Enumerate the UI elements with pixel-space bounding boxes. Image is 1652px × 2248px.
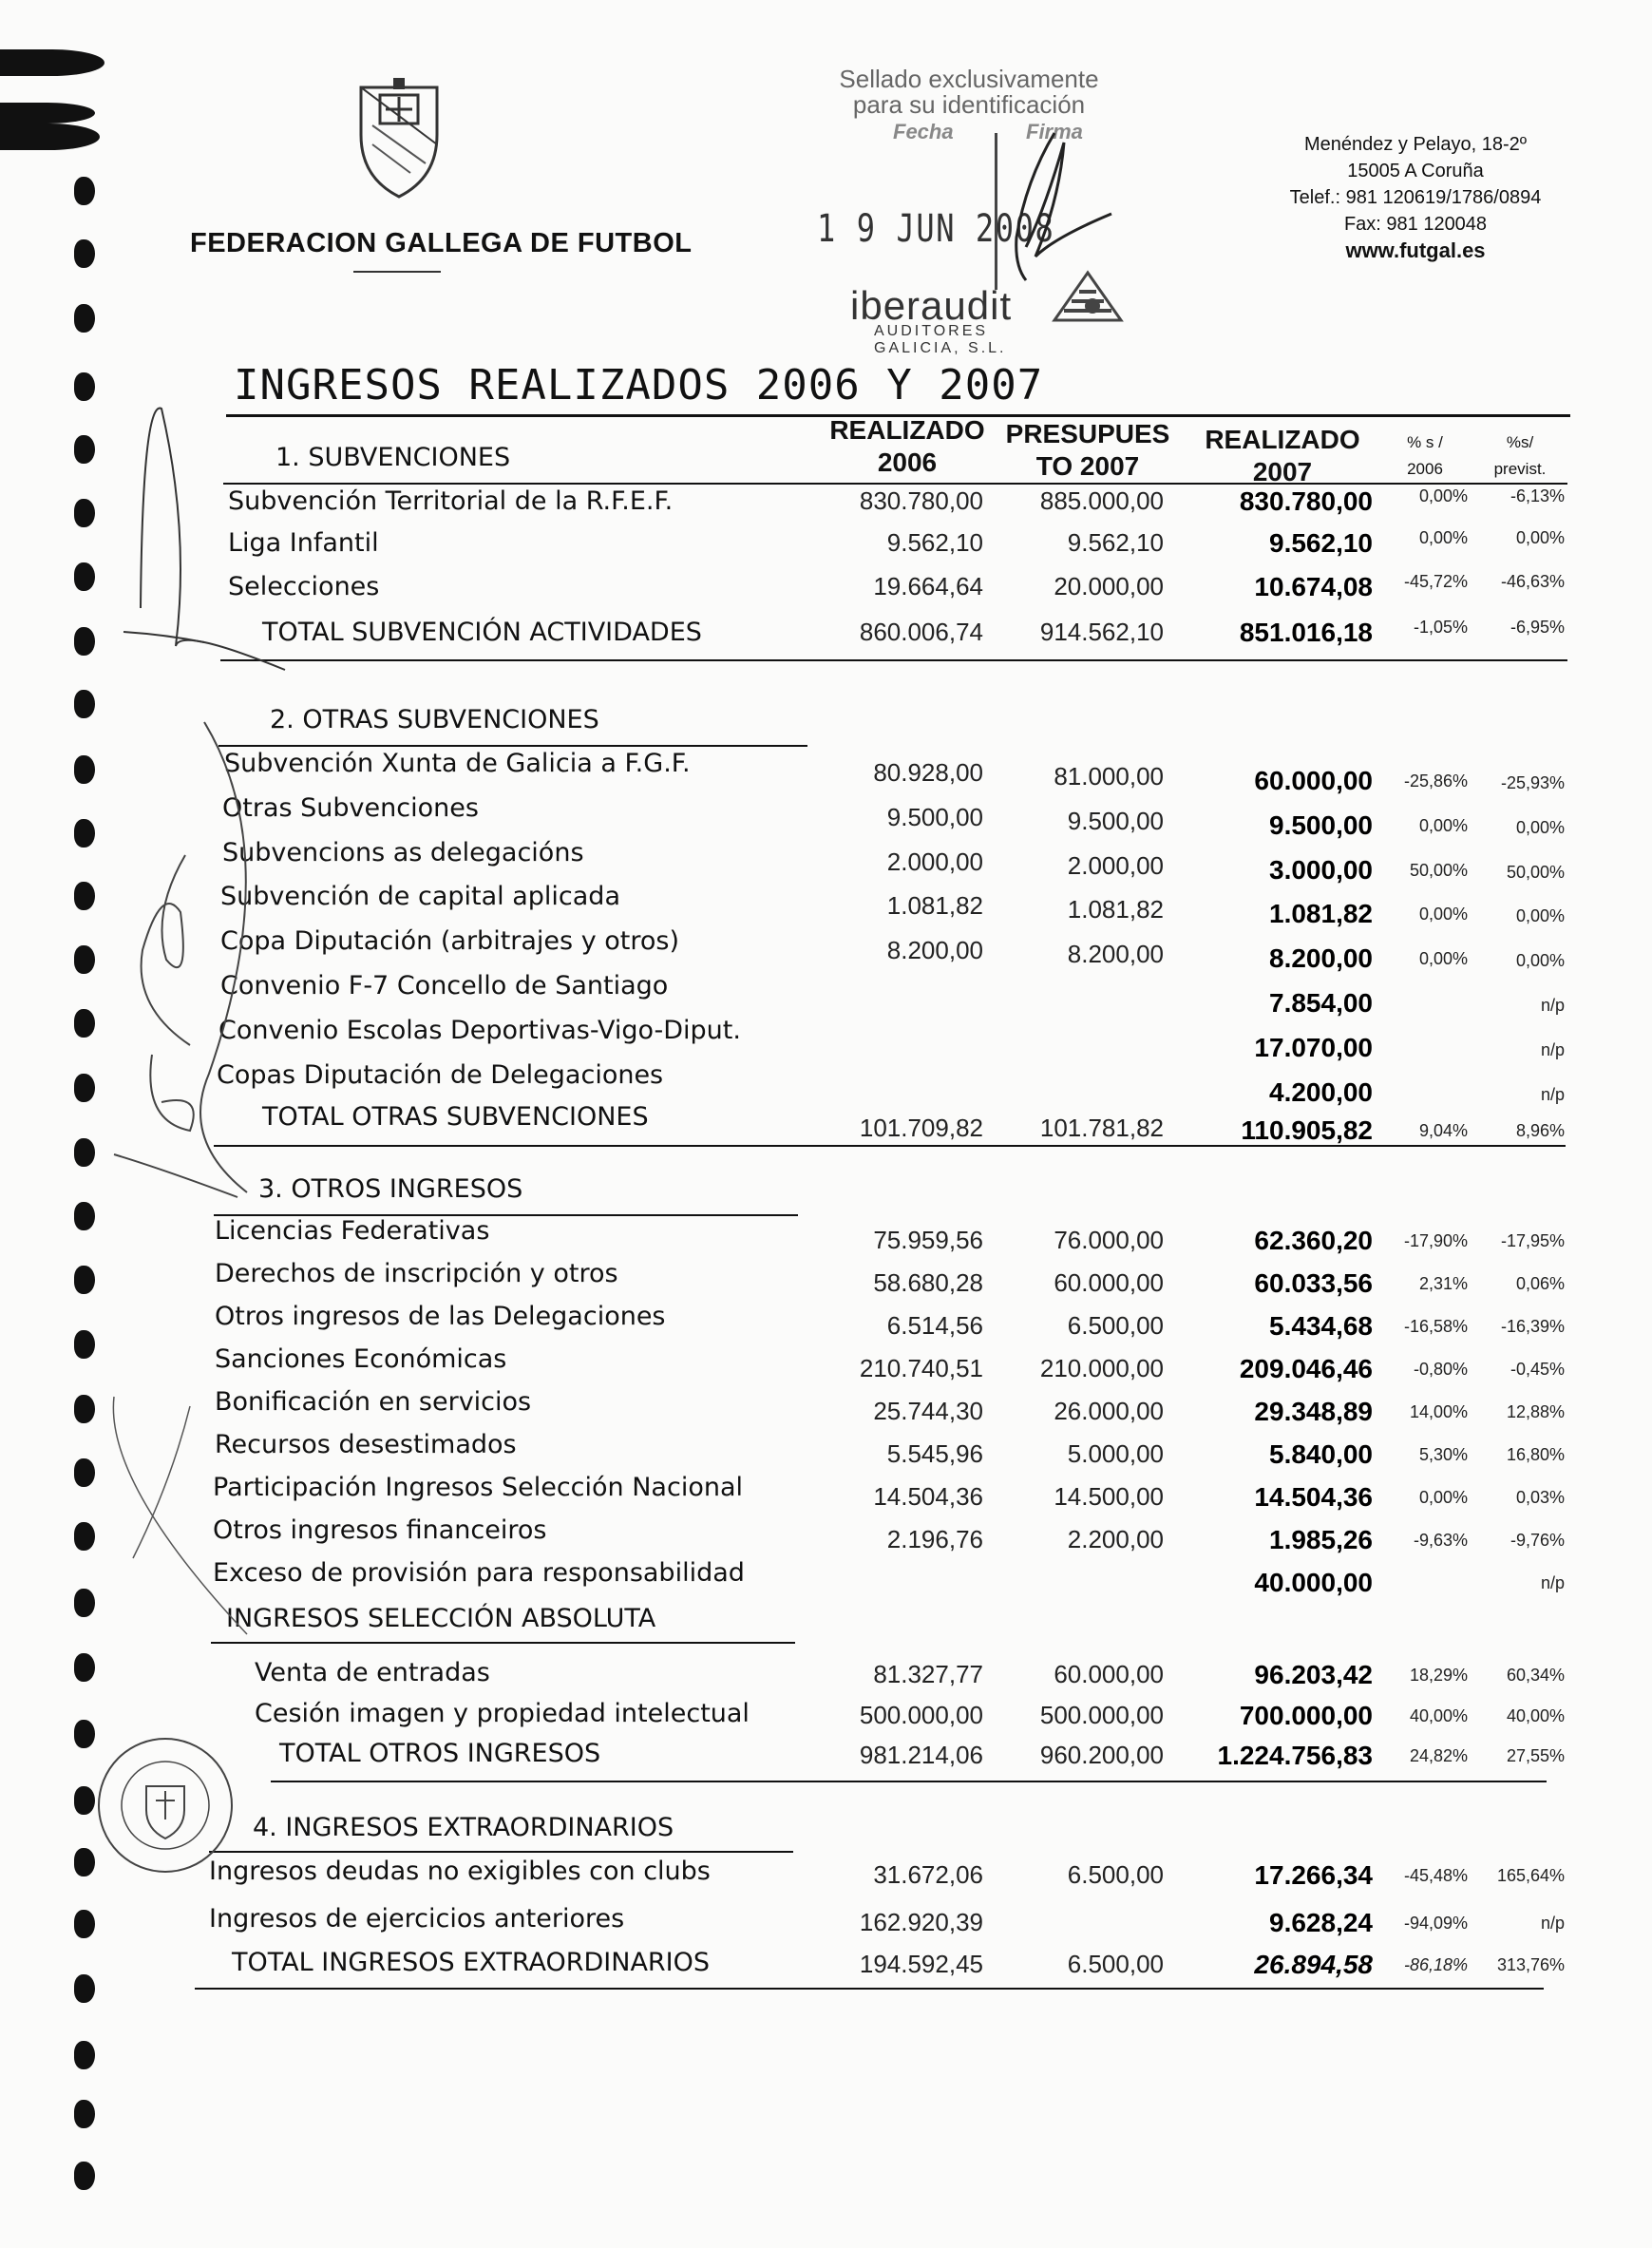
auditor-subtitle (874, 323, 1006, 357)
pct-previst: -0,45% (1510, 1360, 1565, 1379)
pct-previst: 12,88% (1506, 1402, 1565, 1421)
row-label: Bonificación en servicios (215, 1387, 532, 1417)
realizado-2006: 210.740,51 (859, 1354, 983, 1382)
table-row (0, 1430, 1652, 1472)
realizado-2007: 17.070,00 (1254, 1033, 1373, 1062)
realizado-2007: 9.500,00 (1269, 810, 1373, 840)
pct-previst: 40,00% (1506, 1706, 1565, 1725)
pct-previst: 0,00% (1515, 951, 1565, 970)
section-2-title: 2. OTRAS SUBVENCIONES (270, 705, 599, 734)
presupuesto-2007: 60.000,00 (1054, 1660, 1164, 1688)
presupuesto-2007: 6.500,00 (1067, 1860, 1164, 1889)
col-header-pct-previst (1472, 429, 1567, 483)
total-label: TOTAL OTRAS SUBVENCIONES (262, 1102, 649, 1132)
auditor-name: iberaudit (850, 283, 1013, 328)
contact-city: 15005 A Coruña (1347, 161, 1484, 181)
presupuesto-2007: 914.562,10 (1039, 618, 1164, 646)
pct-previst: -16,39% (1500, 1317, 1565, 1336)
presupuesto-2007: 2.000,00 (1067, 851, 1164, 880)
pct-2006: 0,00% (1418, 816, 1468, 835)
realizado-2007: 110.905,82 (1241, 1115, 1373, 1145)
presupuesto-2007: 960.200,00 (1039, 1741, 1164, 1769)
table-row (0, 838, 1652, 885)
col1-line1: REALIZADO (829, 415, 985, 445)
total-row (0, 618, 1652, 659)
table-row (0, 926, 1652, 973)
row-label: Ingresos de ejercicios anteriores (209, 1904, 625, 1934)
col-header-realizado-2007 (1187, 424, 1377, 488)
realizado-2006: 58.680,28 (873, 1268, 983, 1297)
auditor-sub-2: GALICIA, S.L. (874, 340, 1007, 356)
pct-previst: -25,93% (1500, 773, 1565, 792)
realizado-2007: 1.224.756,83 (1217, 1741, 1373, 1770)
pct-previst: 60,34% (1506, 1666, 1565, 1685)
realizado-2007: 4.200,00 (1269, 1077, 1373, 1107)
pct-previst: 50,00% (1506, 863, 1565, 882)
stamp-fecha-label: Fecha (893, 120, 954, 143)
realizado-2006: 75.959,56 (873, 1226, 983, 1254)
section-4-total-rule (195, 1988, 1544, 1990)
section-3-total-rule (271, 1781, 1547, 1782)
pct-2006: 5,30% (1418, 1445, 1468, 1464)
pct-previst: 0,03% (1515, 1488, 1565, 1507)
pct-previst: n/p (1540, 1573, 1565, 1592)
realizado-2007: 830.780,00 (1239, 486, 1373, 516)
contact-address: Menéndez y Pelayo, 18-2º (1303, 134, 1528, 155)
row-label: Exceso de provisión para responsabilidad (213, 1558, 745, 1588)
pct-previst: 0,06% (1515, 1274, 1565, 1293)
pct-2006: 0,00% (1418, 1488, 1468, 1507)
table-row (0, 793, 1652, 840)
row-label: Venta de entradas (255, 1658, 490, 1687)
row-label: Copa Diputación (arbitrajes y otros) (220, 926, 679, 956)
presupuesto-2007: 5.000,00 (1067, 1439, 1164, 1468)
pct-previst: n/p (1540, 1914, 1565, 1933)
federation-name: FEDERACION GALLEGA DE FUTBOL (190, 228, 693, 258)
table-row (0, 1904, 1652, 1946)
total-row (0, 1948, 1652, 1990)
table-row (0, 1344, 1652, 1386)
pct-2006: -1,05% (1413, 618, 1468, 637)
realizado-2007: 10.674,08 (1254, 572, 1373, 601)
pct-2006: -25,86% (1403, 772, 1468, 791)
federation-underline (353, 271, 441, 273)
table-row (0, 1016, 1652, 1062)
pct-previst: -46,63% (1500, 572, 1565, 591)
pct-2006: -86,18% (1403, 1955, 1468, 1974)
section-1-rule (223, 483, 1567, 485)
pct-previst: n/p (1540, 1040, 1565, 1059)
stamp-firma-label: Firma (1026, 120, 1083, 143)
realizado-2007: 9.628,24 (1269, 1908, 1373, 1937)
auditor-sub-1: AUDITORES (874, 323, 989, 339)
stamp-line-1: Sellado exclusivamente (839, 65, 1099, 93)
total-label: TOTAL SUBVENCIÓN ACTIVIDADES (262, 618, 702, 647)
presupuesto-2007: 885.000,00 (1039, 486, 1164, 515)
row-label: Selecciones (228, 572, 380, 601)
presupuesto-2007: 81.000,00 (1054, 762, 1164, 791)
realizado-2007: 7.854,00 (1269, 988, 1373, 1018)
realizado-2006: 860.006,74 (859, 618, 983, 646)
pct-2006: -16,58% (1403, 1317, 1468, 1336)
table-row (0, 1302, 1652, 1343)
pct-2006: -94,09% (1403, 1914, 1468, 1933)
pct-previst: 0,00% (1515, 906, 1565, 925)
subsection-title: INGRESOS SELECCIÓN ABSOLUTA (226, 1604, 656, 1633)
pct-previst: 165,64% (1496, 1866, 1565, 1885)
row-label: Otros ingresos financeiros (213, 1515, 547, 1545)
col-header-pct-2006 (1377, 429, 1472, 483)
stamp-line-2: para su identificación (852, 90, 1086, 119)
pct-2006: -45,72% (1403, 572, 1468, 591)
table-row (0, 1658, 1652, 1700)
realizado-2006: 19.664,64 (873, 572, 983, 600)
auditor-logo-icon (1045, 268, 1130, 325)
presupuesto-2007: 8.200,00 (1067, 940, 1164, 968)
presupuesto-2007: 6.500,00 (1067, 1950, 1164, 1978)
row-label: Subvención Xunta de Galicia a F.G.F. (224, 749, 691, 778)
col1-line2: 2006 (877, 448, 938, 477)
federation-crest-icon (353, 68, 445, 201)
realizado-2006: 981.214,06 (859, 1741, 983, 1769)
pct-previst: -6,95% (1510, 618, 1565, 637)
pct-2006: 2,31% (1418, 1274, 1468, 1293)
realizado-2007: 209.046,46 (1239, 1354, 1373, 1383)
realizado-2007: 17.266,34 (1254, 1860, 1373, 1890)
realizado-2006: 101.709,82 (859, 1114, 983, 1142)
realizado-2007: 62.360,20 (1254, 1226, 1373, 1255)
realizado-2007: 5.434,68 (1269, 1311, 1373, 1341)
pct-previst: 27,55% (1506, 1746, 1565, 1765)
pct-previst: 313,76% (1496, 1955, 1565, 1974)
realizado-2007: 14.504,36 (1254, 1482, 1373, 1512)
pct-2006: 18,29% (1409, 1666, 1468, 1685)
total-label: TOTAL INGRESOS EXTRAORDINARIOS (232, 1948, 711, 1977)
total-row (0, 1102, 1652, 1144)
presupuesto-2007: 500.000,00 (1039, 1701, 1164, 1729)
pct-previst: 0,00% (1515, 528, 1565, 547)
realizado-2007: 9.562,10 (1269, 528, 1373, 558)
presupuesto-2007: 101.781,82 (1039, 1114, 1164, 1142)
total-label: TOTAL OTROS INGRESOS (279, 1739, 601, 1768)
realizado-2006: 194.592,45 (859, 1950, 983, 1978)
contact-phone: Telef.: 981 120619/1786/0894 (1289, 187, 1542, 208)
section-2-total-rule (214, 1145, 1566, 1147)
section-4-rule (209, 1851, 793, 1853)
pct-2006: 14,00% (1409, 1402, 1468, 1421)
presupuesto-2007: 76.000,00 (1054, 1226, 1164, 1254)
realizado-2007: 5.840,00 (1269, 1439, 1373, 1469)
realizado-2007: 3.000,00 (1269, 855, 1373, 885)
realizado-2007: 851.016,18 (1239, 618, 1373, 647)
table-row (0, 1387, 1652, 1429)
section-2-rule (218, 745, 807, 747)
col2-line2: TO 2007 (1035, 451, 1140, 481)
presupuesto-2007: 210.000,00 (1039, 1354, 1164, 1382)
row-label: Liga Infantil (228, 528, 379, 558)
row-label: Recursos desestimados (215, 1430, 517, 1459)
presupuesto-2007: 14.500,00 (1054, 1482, 1164, 1511)
realizado-2007: 8.200,00 (1269, 943, 1373, 973)
row-label: Sanciones Económicas (215, 1344, 507, 1374)
col5-line2: previst. (1493, 460, 1547, 478)
federation-seal-icon (70, 1710, 260, 1900)
realizado-2006: 5.545,96 (886, 1439, 983, 1468)
row-label: Subvencions as delegacións (222, 838, 584, 867)
pct-2006: 40,00% (1409, 1706, 1468, 1725)
realizado-2006: 80.928,00 (873, 758, 983, 787)
realizado-2006: 2.000,00 (886, 848, 983, 876)
col-header-realizado-2006 (817, 414, 997, 479)
realizado-2007: 1.985,26 (1269, 1525, 1373, 1554)
realizado-2007: 60.000,00 (1254, 766, 1373, 795)
row-label: Subvención Territorial de la R.F.E.F. (228, 486, 674, 516)
contact-fax: Fax: 981 120048 (1343, 214, 1488, 235)
col3-line2: 2007 (1252, 457, 1313, 486)
presupuesto-2007: 26.000,00 (1054, 1397, 1164, 1425)
row-label: Convenio Escolas Deportivas-Vigo-Diput. (218, 1016, 741, 1045)
realizado-2006: 9.562,10 (886, 528, 983, 557)
row-label: Participación Ingresos Selección Nacional (213, 1473, 743, 1502)
row-label: Convenio F-7 Concello de Santiago (220, 971, 669, 1000)
table-row (0, 1259, 1652, 1301)
realizado-2006: 830.780,00 (859, 486, 983, 515)
pct-previst: -6,13% (1510, 486, 1565, 505)
pct-2006: 0,00% (1418, 949, 1468, 968)
pct-2006: 24,82% (1409, 1746, 1468, 1765)
presupuesto-2007: 60.000,00 (1054, 1268, 1164, 1297)
section-1-total-rule (220, 659, 1567, 661)
presupuesto-2007: 6.500,00 (1067, 1311, 1164, 1340)
realizado-2006: 14.504,36 (873, 1482, 983, 1511)
table-row (0, 749, 1652, 795)
col4-line1: % s / (1407, 433, 1443, 451)
section-4-title: 4. INGRESOS EXTRAORDINARIOS (253, 1813, 674, 1842)
row-label: Licencias Federativas (215, 1216, 490, 1246)
pct-previst: n/p (1540, 996, 1565, 1015)
row-label: Otros ingresos de las Delegaciones (215, 1302, 666, 1331)
contact-block (1254, 131, 1577, 264)
subsection-rule (211, 1642, 795, 1644)
pct-2006: 50,00% (1409, 861, 1468, 880)
table-row (0, 971, 1652, 1018)
pct-2006: -45,48% (1403, 1866, 1468, 1885)
pct-2006: -9,63% (1413, 1531, 1468, 1550)
pct-2006: 0,00% (1418, 528, 1468, 547)
realizado-2006: 9.500,00 (886, 803, 983, 831)
realizado-2007: 26.894,58 (1254, 1950, 1373, 1979)
table-row (0, 1060, 1652, 1107)
pct-previst: 16,80% (1506, 1445, 1565, 1464)
realizado-2007: 96.203,42 (1254, 1660, 1373, 1689)
presupuesto-2007: 2.200,00 (1067, 1525, 1164, 1553)
stamp-date: 1 9 JUN 2008 (817, 207, 1055, 251)
row-label: Cesión imagen y propiedad intelectual (255, 1699, 750, 1728)
col5-line1: %s/ (1506, 433, 1534, 451)
realizado-2006: 6.514,56 (886, 1311, 983, 1340)
row-label: Copas Diputación de Delegaciones (217, 1060, 664, 1090)
realizado-2007: 60.033,56 (1254, 1268, 1373, 1298)
realizado-2007: 29.348,89 (1254, 1397, 1373, 1426)
realizado-2006: 1.081,82 (886, 891, 983, 920)
pct-previst: -9,76% (1510, 1531, 1565, 1550)
pct-2006: -0,80% (1413, 1360, 1468, 1379)
realizado-2006: 8.200,00 (886, 936, 983, 964)
pct-previst: n/p (1540, 1085, 1565, 1104)
section-3-title: 3. OTROS INGRESOS (258, 1174, 523, 1204)
table-row (0, 882, 1652, 928)
table-row (0, 486, 1652, 528)
pct-2006: 9,04% (1418, 1121, 1468, 1140)
table-row (0, 1473, 1652, 1515)
realizado-2007: 1.081,82 (1269, 899, 1373, 928)
realizado-2006: 81.327,77 (873, 1660, 983, 1688)
col3-line1: REALIZADO (1205, 425, 1360, 454)
presupuesto-2007: 9.562,10 (1067, 528, 1164, 557)
pct-previst: 0,00% (1515, 818, 1565, 837)
table-row (0, 572, 1652, 614)
realizado-2006: 500.000,00 (859, 1701, 983, 1729)
col2-line1: PRESUPUES (1005, 419, 1170, 448)
pct-previst: 8,96% (1515, 1121, 1565, 1140)
realizado-2006: 31.672,06 (873, 1860, 983, 1889)
realizado-2006: 25.744,30 (873, 1397, 983, 1425)
row-label: Derechos de inscripción y otros (215, 1259, 618, 1288)
presupuesto-2007: 1.081,82 (1067, 895, 1164, 924)
presupuesto-2007: 20.000,00 (1054, 572, 1164, 600)
table-row (0, 528, 1652, 570)
pct-2006: 0,00% (1418, 486, 1468, 505)
pct-previst: -17,95% (1500, 1231, 1565, 1250)
table-row (0, 1558, 1652, 1600)
col4-line2: 2006 (1407, 460, 1443, 478)
table-row (0, 1515, 1652, 1557)
realizado-2007: 40.000,00 (1254, 1568, 1373, 1597)
table-row (0, 1216, 1652, 1258)
pct-2006: 0,00% (1418, 905, 1468, 924)
realizado-2007: 700.000,00 (1239, 1701, 1373, 1730)
realizado-2006: 162.920,39 (859, 1908, 983, 1936)
row-label: Otras Subvenciones (222, 793, 479, 823)
row-label: Ingresos deudas no exigibles con clubs (209, 1857, 711, 1886)
section-1-title: 1. SUBVENCIONES (275, 443, 511, 472)
pct-2006: -17,90% (1403, 1231, 1468, 1250)
row-label: Subvención de capital aplicada (220, 882, 620, 911)
page-title: INGRESOS REALIZADOS 2006 Y 2007 (234, 361, 1044, 410)
presupuesto-2007: 9.500,00 (1067, 807, 1164, 835)
col-header-presupuesto-2007 (997, 418, 1178, 483)
realizado-2006: 2.196,76 (886, 1525, 983, 1553)
contact-website: www.futgal.es (1345, 238, 1486, 262)
